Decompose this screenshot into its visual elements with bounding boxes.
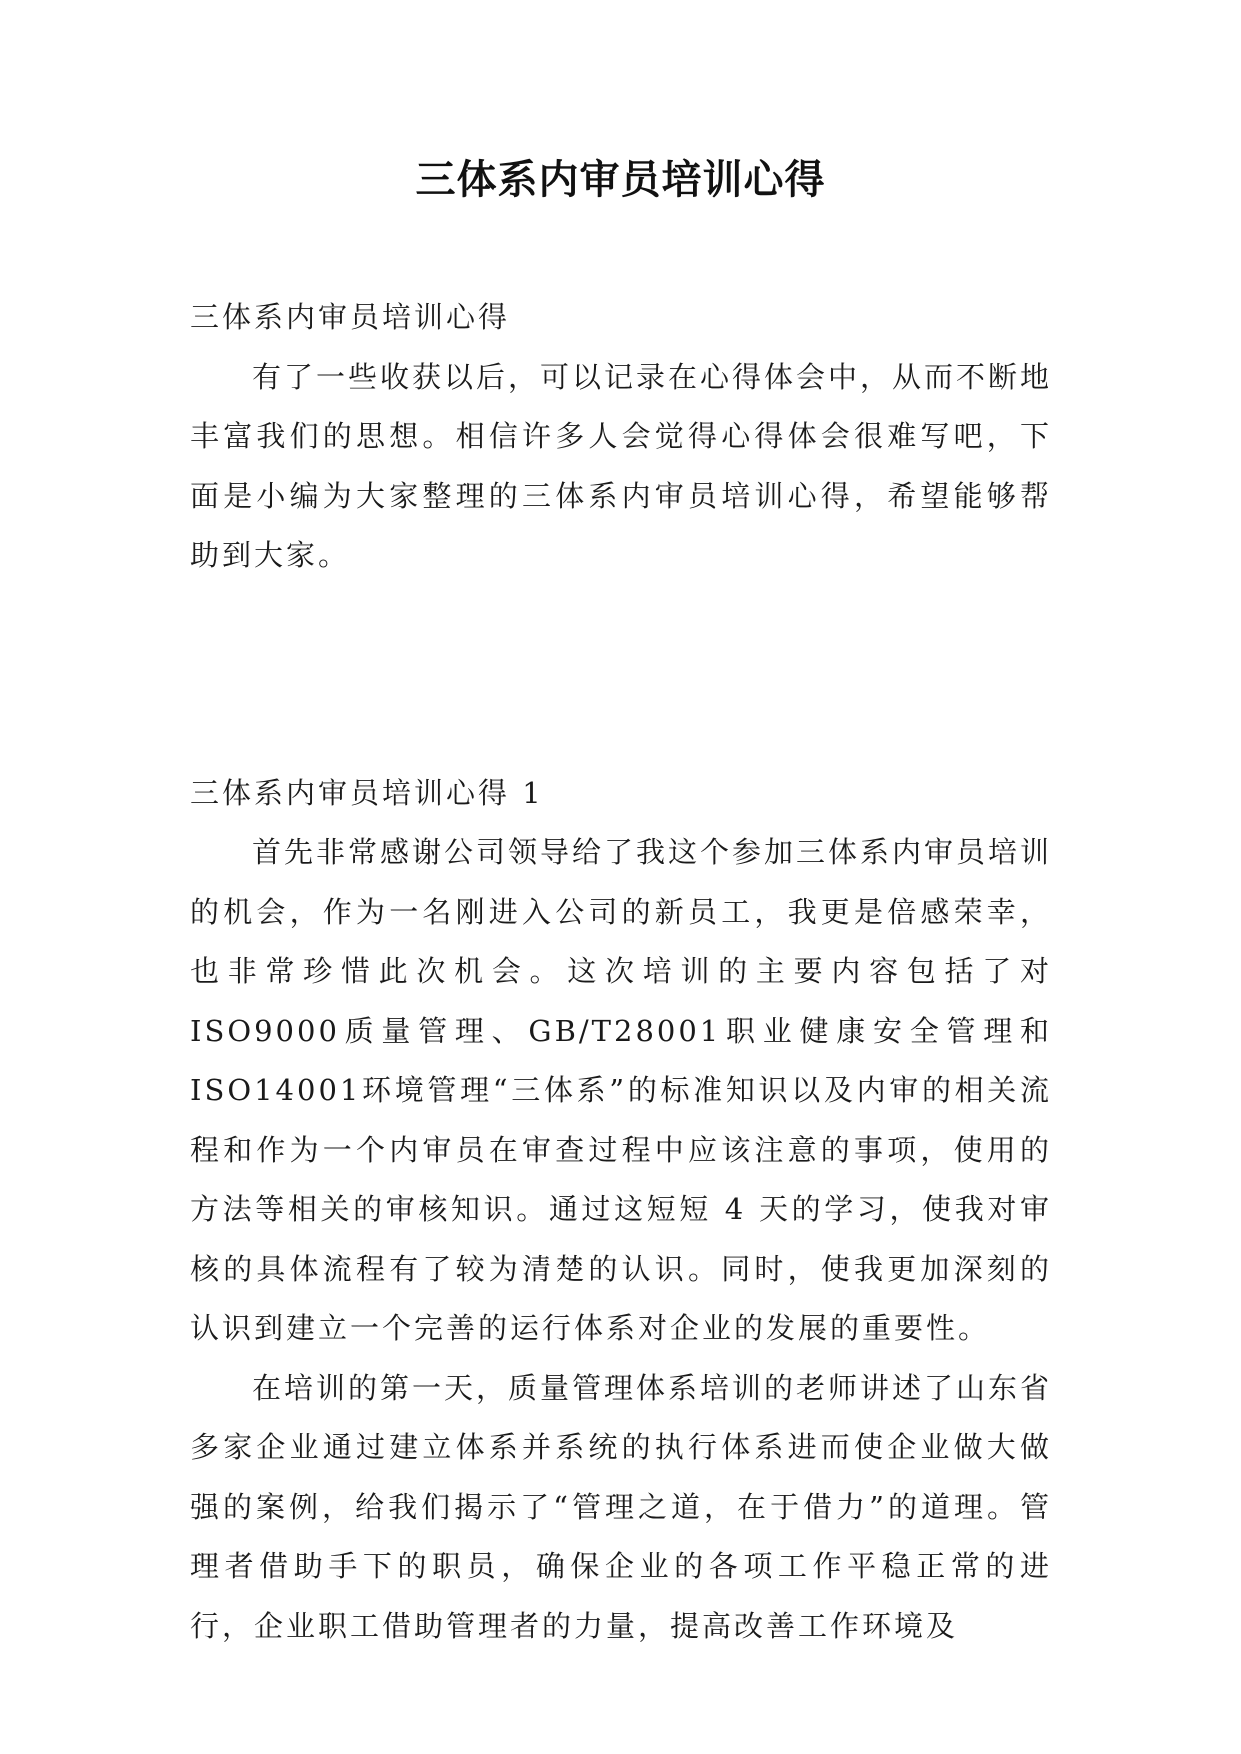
intro-paragraph: 有了一些收获以后，可以记录在心得体会中，从而不断地丰富我们的思想。相信许多人会觉得心得体会很难写吧，下面是小编为大家整理的三体系内审员培训心得，希望能够帮助到大家。 bbox=[190, 359, 1053, 572]
section-heading: 三体系内审员培训心得 1 bbox=[190, 775, 544, 810]
section-spacer bbox=[190, 586, 1052, 764]
document-title: 三体系内审员培训心得 bbox=[415, 156, 826, 203]
document-body bbox=[190, 288, 1052, 1656]
body-paragraph: 在培训的第一天，质量管理体系培训的老师讲述了山东省多家企业通过建立体系并系统的执行体系进而使企业做大做强的案例，给我们揭示了“管理之道，在于借力”的道理。管理者借助手下的职员，确保企业的各项工作平稳正常的进行，企业职工借助管理者的力量，提高改善工作环境及 bbox=[190, 1370, 1053, 1643]
body-paragraph: 首先非常感谢公司领导给了我这个参加三体系内审员培训的机会，作为一名刚进入公司的新员工，我更是倍感荣幸，也非常珍惜此次机会。这次培训的主要内容包括了对ISO9000质量管理、GB/T28001职业健康安全管理和ISO14001环境管理“三体系”的标准知识以及内审的相关流程和作为一个内审员在审查过程中应该注意的事项，使用的方法等相关的审核知识。通过这短短 4 天的学习，使我对审核的具体流程有了较为清楚的认识。同时，使我更加深刻的认识到建立一个完善的运行体系对企业的发展的重要性。 bbox=[190, 835, 1053, 1345]
intro-heading: 三体系内审员培训心得 bbox=[190, 300, 511, 334]
